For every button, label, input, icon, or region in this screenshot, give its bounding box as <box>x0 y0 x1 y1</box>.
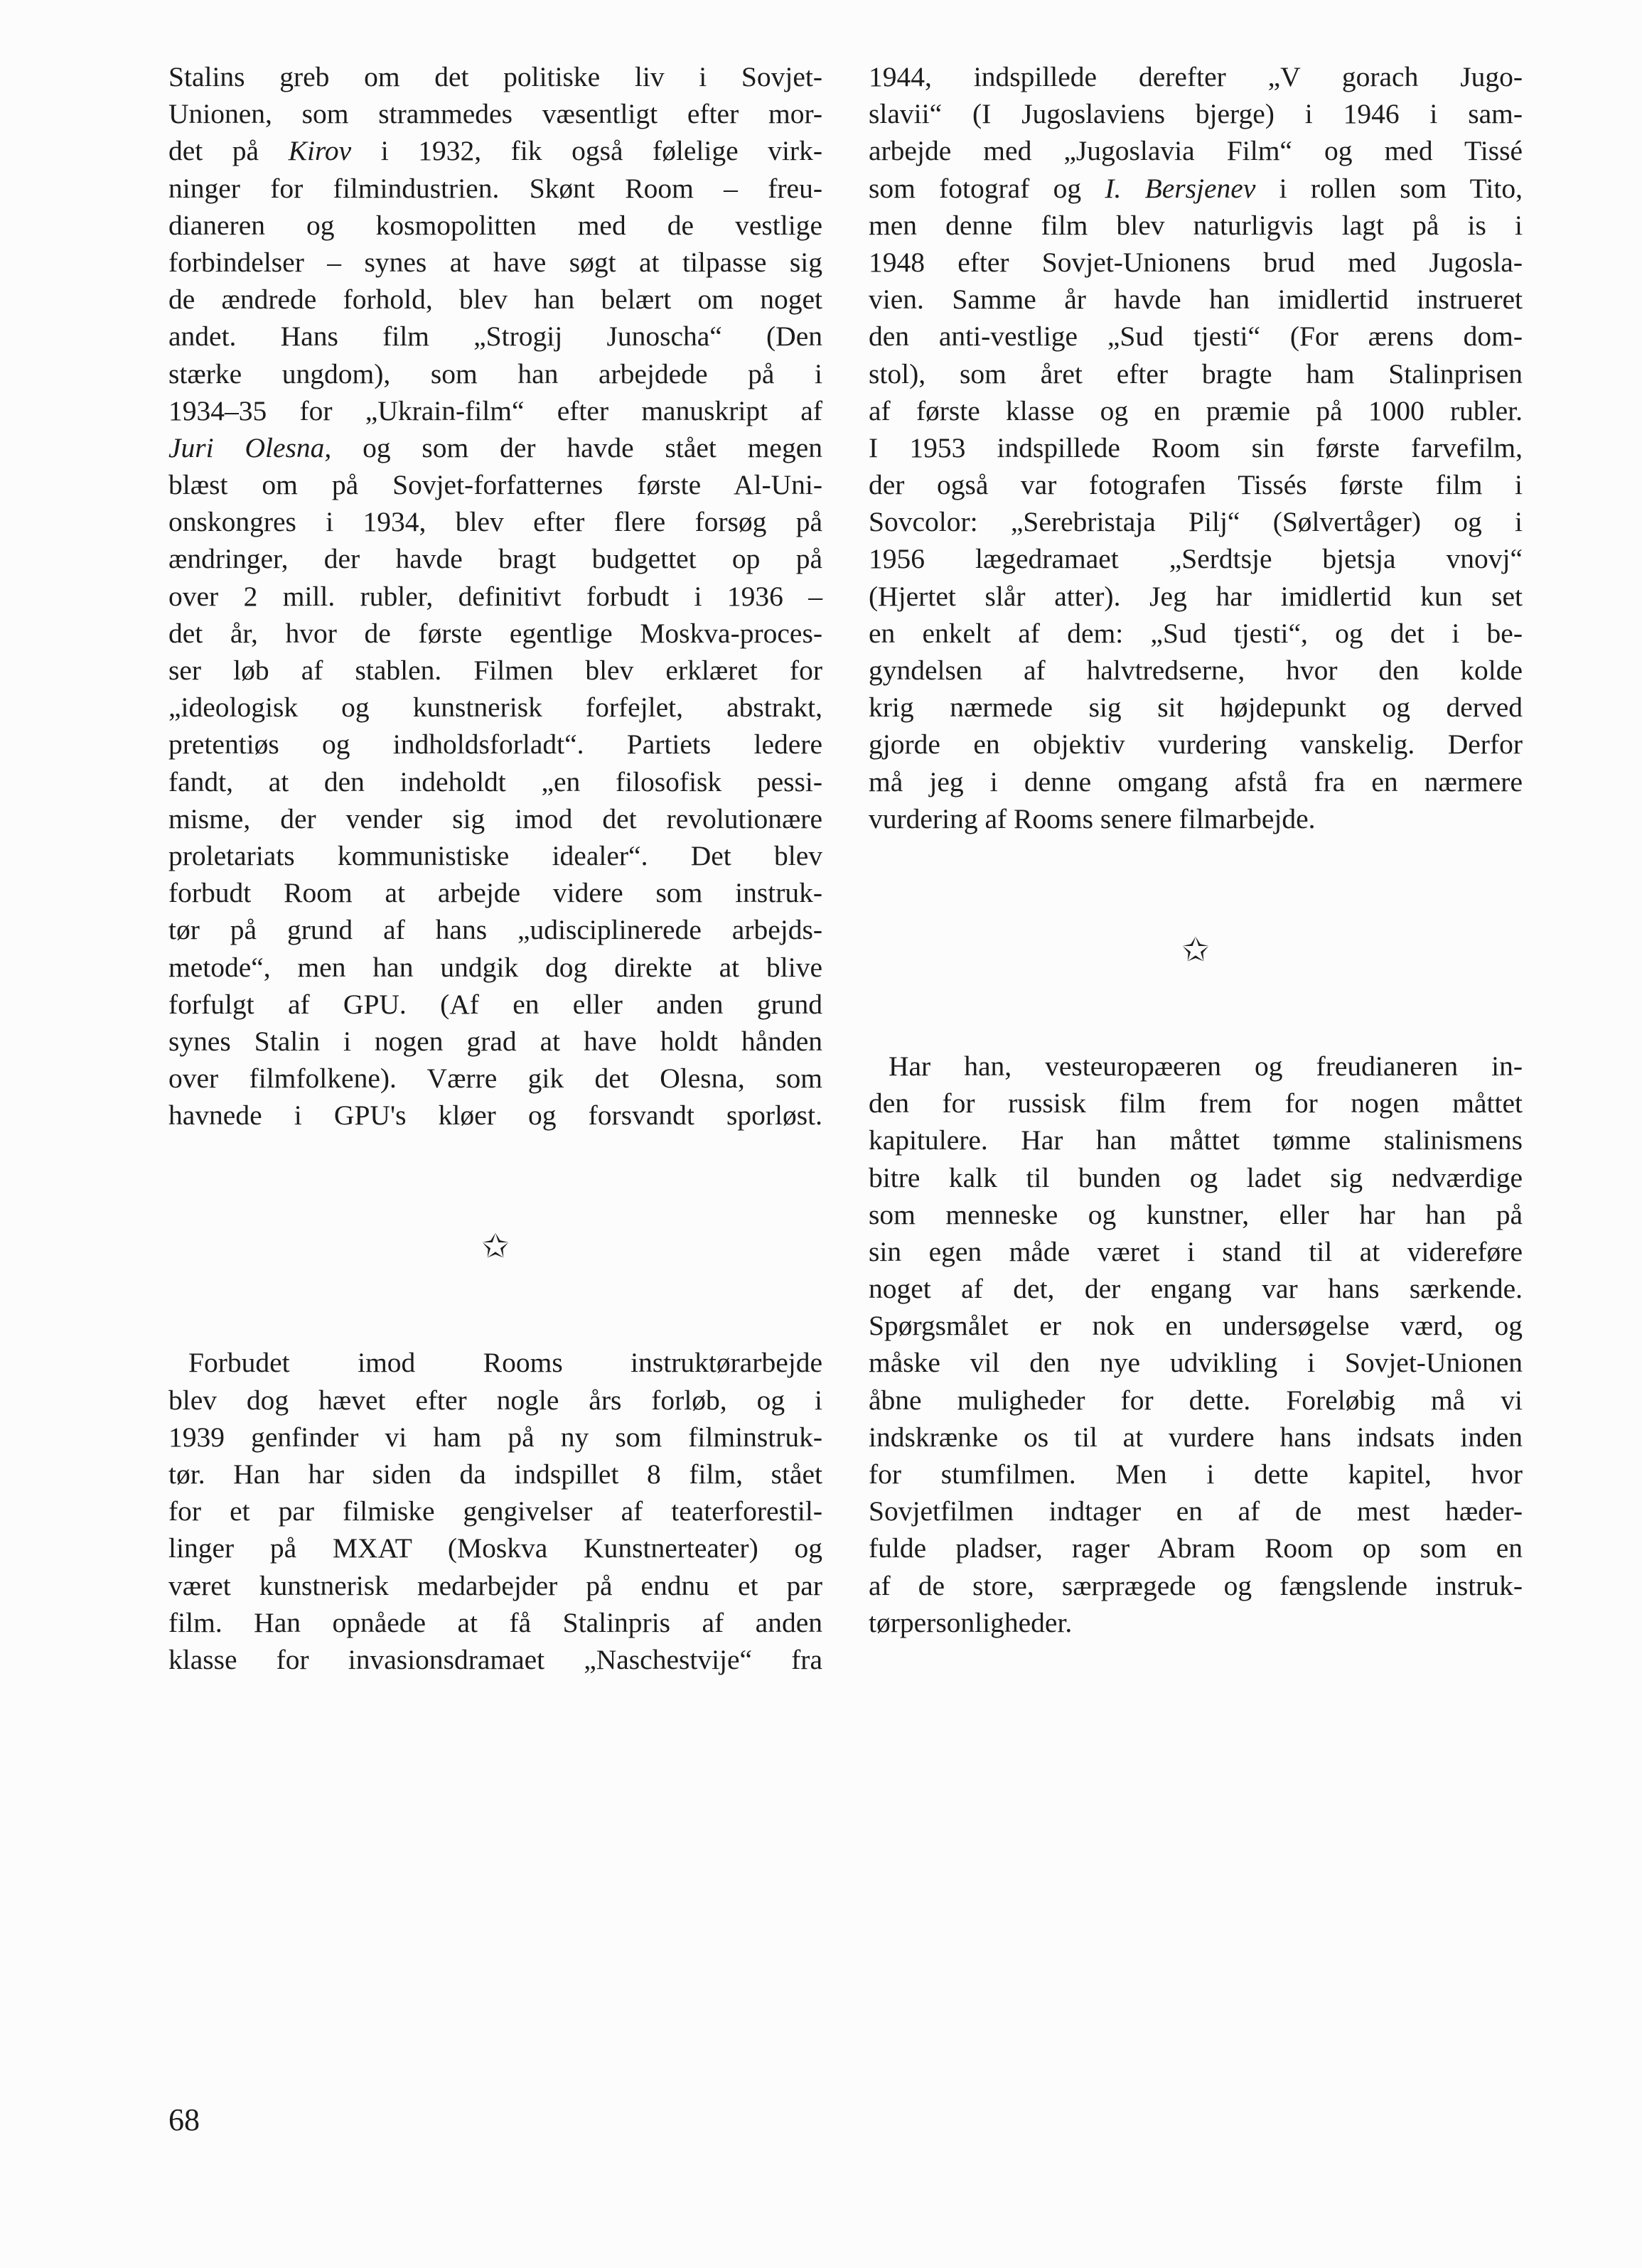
text-line: 1956 lægedramaet „Serdtsje bjetsja vnovj“ <box>869 543 1523 575</box>
paragraph-stalin-grip <box>168 58 822 1134</box>
text-line: tørpersonligheder. <box>869 1606 1073 1638</box>
star-divider-icon: ✩ <box>481 1227 510 1266</box>
text-line: Spørgsmålet er nok en undersøgelse værd, og <box>869 1310 1523 1342</box>
text-line: fandt, at den indeholdt „en filosofisk pessi- <box>168 765 822 797</box>
text-line: Juri Olesna, og som der havde stået megen <box>168 431 822 463</box>
text-line: (Hjertet slår atter). Jeg har imidlertid kun set <box>869 580 1523 612</box>
text-line: 1944, indspillede derefter „V gorach Jugo- <box>869 61 1523 92</box>
text-line: for stumfilmen. Men i dette kapitel, hvor <box>869 1458 1523 1490</box>
text-line: ninger for filmindustrien. Skønt Room – freu- <box>168 172 822 204</box>
text-line: vurdering af Rooms senere filmarbejde. <box>869 802 1316 834</box>
text-line: tør på grund af hans „udisciplinerede arbejds- <box>168 914 822 946</box>
text-line: proletariats kommunistiske idealer“. Det blev <box>168 839 822 871</box>
right-column <box>869 58 1523 1641</box>
text-line: Stalins greb om det politiske liv i Sovjet- <box>168 61 822 92</box>
text-line: blæst om på Sovjet-forfatternes første Al-Uni- <box>168 469 822 501</box>
text-line: metode“, men han undgik dog direkte at blive <box>168 951 822 983</box>
text-line: stærke ungdom), som han arbejdede på i <box>168 358 822 389</box>
text-line: arbejde med „Jugoslavia Film“ og med Tissé <box>869 135 1523 167</box>
text-line: forbindelser – synes at have søgt at tilpasse sig <box>168 246 822 278</box>
text-line: andet. Hans film „Strogij Junoscha“ (Den <box>168 321 822 353</box>
text-line: stol), som året efter bragte ham Stalinprisen <box>869 358 1523 389</box>
left-column <box>168 58 822 1678</box>
paragraph-later-films <box>869 58 1523 837</box>
text-line: været kunstnerisk medarbejder på endnu et par <box>168 1569 822 1601</box>
text-line: må jeg i denne omgang afstå fra en nærmere <box>869 765 1523 797</box>
text-line: en enkelt af dem: „Sud tjesti“, og det i be- <box>869 617 1523 649</box>
text-line: dianeren og kosmopolitten med de vestlige <box>168 209 822 241</box>
italic-name: I. Bersjenev <box>1105 172 1256 204</box>
text-line: af første klasse og en præmie på 1000 rubler. <box>869 394 1523 426</box>
text-line: Forbudet imod Rooms instruktørarbejde <box>188 1347 822 1379</box>
text-line: sin egen måde været i stand til at videreføre <box>869 1235 1523 1267</box>
text-line: af de store, særprægede og fængslende instruk- <box>869 1569 1523 1601</box>
text-line: krig nærmede sig sit højdepunkt og derved <box>869 692 1523 724</box>
text-line: 1939 genfinder vi ham på ny som filminstruk- <box>168 1421 822 1453</box>
text-line: kapitulere. Har han måttet tømme stalinismens <box>869 1124 1523 1156</box>
text-line: Unionen, som strammedes væsentligt efter mor- <box>168 98 822 130</box>
paragraph-ban-lifted <box>168 1344 822 1678</box>
text-line: ændringer, der havde bragt budgettet op på <box>168 543 822 575</box>
text-line: de ændrede forhold, blev han belært om noget <box>168 284 822 316</box>
text-line: der også var fotografen Tissés første film i <box>869 469 1523 501</box>
text-line: den for russisk film frem for nogen måttet <box>869 1087 1523 1119</box>
text-line: Sovjetfilmen indtager en af de mest hæder- <box>869 1495 1523 1527</box>
text-line: havnede i GPU's kløer og forsvandt sporløst. <box>168 1100 822 1132</box>
text-line: synes Stalin i nogen grad at have holdt hånden <box>168 1025 822 1057</box>
text-line: linger på MXAT (Moskva Kunstnerteater) og <box>168 1532 822 1564</box>
text-line: slavii“ (I Jugoslaviens bjerge) i 1946 i sam- <box>869 98 1523 130</box>
text-line: misme, der vender sig imod det revolutionære <box>168 802 822 834</box>
text-line: gyndelsen af halvtredserne, hvor den kolde <box>869 655 1523 686</box>
paragraph-conclusion <box>869 1048 1523 1641</box>
text-line: onskongres i 1934, blev efter flere forsøg på <box>168 506 822 538</box>
text-line: bitre kalk til bunden og ladet sig nedværdige <box>869 1161 1523 1193</box>
text-line: forfulgt af GPU. (Af en eller anden grund <box>168 988 822 1020</box>
text-line: som menneske og kunstner, eller har han på <box>869 1198 1523 1230</box>
text-line: 1948 efter Sovjet-Unionens brud med Jugosla- <box>869 246 1523 278</box>
text-line: som fotograf og I. Bersjenev i rollen som Tito, <box>869 172 1523 204</box>
text-line: fulde pladser, rager Abram Room op som en <box>869 1532 1523 1564</box>
text-line: Sovcolor: „Serebristaja Pilj“ (Sølvertåger) og i <box>869 506 1523 538</box>
text-line: indskrænke os til at vurdere hans indsats inden <box>869 1421 1523 1453</box>
text-line: klasse for invasionsdramaet „Naschestvije“ fra <box>168 1643 822 1675</box>
text-line: over filmfolkene). Værre gik det Olesna, som <box>168 1063 822 1095</box>
text-line: for et par filmiske gengivelser af teaterforestil- <box>168 1495 822 1527</box>
text-line: vien. Samme år havde han imidlertid instrueret <box>869 284 1523 316</box>
italic-name: Juri Olesna, <box>168 431 332 463</box>
text-line: blev dog hævet efter nogle års forløb, og i <box>168 1384 822 1416</box>
page-number: 68 <box>168 2102 200 2137</box>
text-line: Har han, vesteuropæeren og freudianeren in- <box>889 1050 1523 1082</box>
text-line: ser løb af stablen. Filmen blev erklæret for <box>168 655 822 686</box>
text-line: det år, hvor de første egentlige Moskva-proces- <box>168 617 822 649</box>
italic-name: Kirov <box>288 135 352 167</box>
text-line: gjorde en objektiv vurdering vanskelig. Derfor <box>869 729 1523 761</box>
text-line: åbne muligheder for dette. Foreløbig må vi <box>869 1384 1523 1416</box>
text-line: den anti-vestlige „Sud tjesti“ (For ærens dom- <box>869 321 1523 353</box>
text-line: pretentiøs og indholdsforladt“. Partiets ledere <box>168 729 822 761</box>
text-line: det på Kirov i 1932, fik også følelige virk- <box>168 135 822 167</box>
text-line: „ideologisk og kunstnerisk forfejlet, abstrakt, <box>168 692 822 724</box>
text-line: men denne film blev naturligvis lagt på is i <box>869 209 1523 241</box>
text-line: forbudt Room at arbejde videre som instruk- <box>168 877 822 909</box>
text-line: over 2 mill. rubler, definitivt forbudt i 1936 – <box>168 580 822 612</box>
text-line: film. Han opnåede at få Stalinpris af anden <box>168 1606 822 1638</box>
star-divider-icon: ✩ <box>1181 930 1210 969</box>
text-line: 1934–35 for „Ukrain-film“ efter manuskript af <box>168 394 822 426</box>
text-line: noget af det, der engang var hans særkende. <box>869 1273 1523 1305</box>
text-line: I 1953 indspillede Room sin første farvefilm, <box>869 431 1523 463</box>
text-line: måske vil den nye udvikling i Sovjet-Unionen <box>869 1347 1523 1379</box>
text-line: tør. Han har siden da indspillet 8 film, stået <box>168 1458 822 1490</box>
